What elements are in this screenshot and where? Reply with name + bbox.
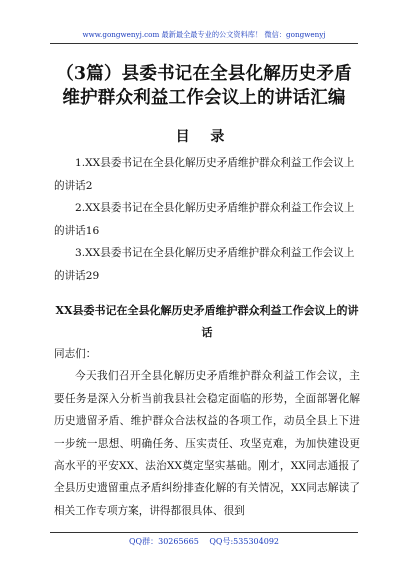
toc-entry-2[interactable]: 2.XX县委书记在全县化解历史矛盾维护群众利益工作会议上的讲话16 <box>54 202 355 237</box>
table-of-contents <box>54 152 360 288</box>
page-footer <box>50 537 358 547</box>
speech-body <box>54 343 360 522</box>
toc-heading: 目 录 <box>175 129 233 145</box>
footer-qq-number: QQ号:535304092 <box>209 537 279 546</box>
section-title: XX县委书记在全县化解历史矛盾维护群众利益工作会议上的讲话 <box>55 304 359 339</box>
document-title: （3篇）县委书记在全县化解历史矛盾维护群众利益工作会议上的讲话汇编 <box>56 64 352 108</box>
body-paragraph: 今天我们召开全县化解历史矛盾维护群众利益工作会议，主要任务是深入分析当前我县社会稳定面临的形势，全面部署化解历史遗留矛盾、维护群众合法权益的各项工作，动员全县上下进一步统一思想、明确任务、压实责任、攻坚克难，为加快建设更高水平的平安XX、法治XX奠定坚实基础。刚才，XX同志通报了全县历史遗留重点矛盾纠纷排查化解的有关情况，XX同志解读了相关工作专项方案，讲得都很具体、很到 <box>54 370 360 517</box>
toc-entry-3[interactable]: 3.XX县委书记在全县化解历史矛盾维护群众利益工作会议上的讲话29 <box>54 247 355 282</box>
header-divider <box>50 43 358 44</box>
footer-divider <box>50 532 358 533</box>
footer-qq-group: QQ群：30265665 <box>128 537 199 546</box>
page-header <box>50 30 358 40</box>
toc-entry-1[interactable]: 1.XX县委书记在全县化解历史矛盾维护群众利益工作会议上的讲话2 <box>54 157 355 192</box>
salutation: 同志们： <box>54 348 97 360</box>
header-text: www.gongwenyj.com 最新最全最专业的公文资料库！ 微信：gongwenyj <box>82 30 326 39</box>
